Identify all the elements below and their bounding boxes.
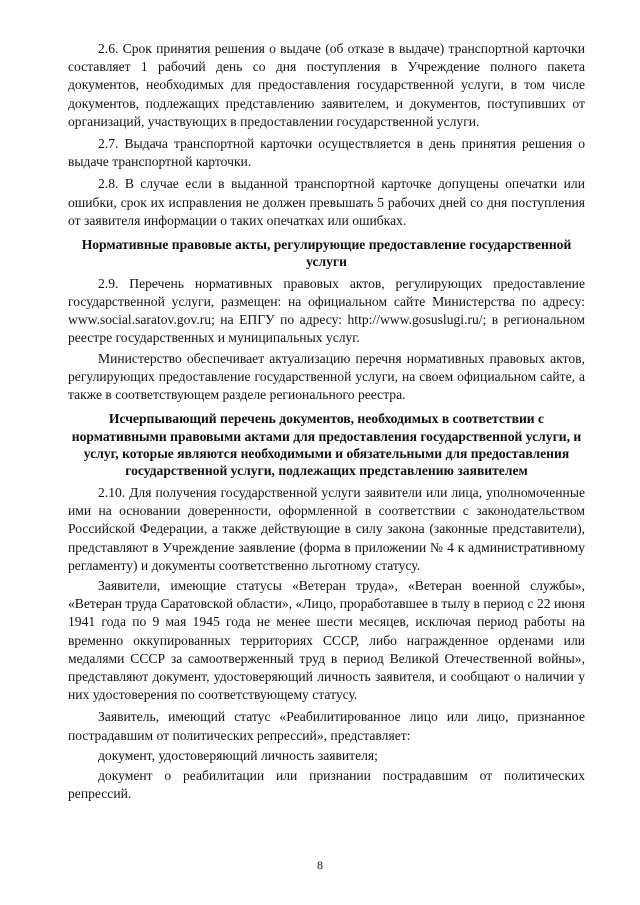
paragraph-rehabilitated-status: Заявитель, имеющий статус «Реабилитированное лицо или лицо, признанное пострадавшим от политических репрессий», представляет: (68, 709, 585, 743)
list-item-identity-document: документ, удостоверяющий личность заявителя; (98, 747, 378, 763)
paragraph-2-6: 2.6. Срок принятия решения о выдаче (об отказе в выдаче) транспортной карточки составляет 1 рабочий день со дня поступления в Учреждение полного пакета документов, необходимых для предоставления государственной услуги, в том числе документов, подлежащих представлению заявителем, и документов, поступивших от организаций, участвующих в предоставлении государственной услуги. (68, 41, 585, 129)
section-heading-legal-acts: Нормативные правовые акты, регулирующие предоставление государственной услуги (81, 237, 572, 270)
paragraph-2-7: 2.7. Выдача транспортной карточки осуществляется в день принятия решения о выдаче транспортной карточки. (68, 136, 585, 170)
list-item-rehabilitation-document: документ о реабилитации или признании пострадавшим от политических репрессий. (68, 767, 585, 802)
section-heading-documents-list: Исчерпывающий перечень документов, необходимых в соответствии с нормативными правовыми актами для предоставления государственной услуги, и услуг, которые являются необходимыми и обязательными для предоставления государственной услуги, подлежащих представлению заявителем (71, 411, 582, 479)
paragraph-veteran-statuses: Заявители, имеющие статусы «Ветеран труда», «Ветеран военной службы», «Ветеран труда Саратовской области», «Лицо, проработавшее в тылу в период с 22 июня 1941 года по 9 мая 1945 года не менее шести месяцев, исключая период работы на временно оккупированных территориях СССР, либо награжденное орденами или медалями СССР за самоотверженный труд в период Великой Отечественной войны», представляют документ, удостоверяющий личность заявителя, и сообщают о наличии у них удостоверения по соответствующему статусу. (68, 577, 585, 703)
paragraph-2-8: 2.8. В случае если в выданной транспортной карточке допущены опечатки или ошибки, срок их исправления не должен превышать 5 рабочих дней со дня поступления от заявителя информации о таких опечатках или ошибках. (68, 176, 585, 228)
paragraph-ministry-updates: Министерство обеспечивает актуализацию перечня нормативных правовых актов, регулирующих предоставление государственной услуги, на своем официальном сайте, а также в соответствующем разделе регионального реестра. (68, 350, 585, 403)
paragraph-2-9: 2.9. Перечень нормативных правовых актов, регулирующих предоставление государственной услуги, размещен: на официальном сайте Министерства по адресу: www.social.saratov.gov.ru; на ЕПГУ по адресу: http://www.gosuslugi.ru/; в региональном реестре государственных и муниципальных услуг. (68, 275, 585, 346)
paragraph-2-10: 2.10. Для получения государственной услуги заявители или лица, уполномоченные ими на основании доверенности, оформленной в соответствии с законодательством Российской Федерации, а также действующие в силу закона (законные представители), представляют в Учреждение заявление (форма в приложении № 4 к административному регламенту) и документы соответственно льготному статусу. (68, 484, 585, 573)
page-number: 8 (317, 858, 323, 872)
